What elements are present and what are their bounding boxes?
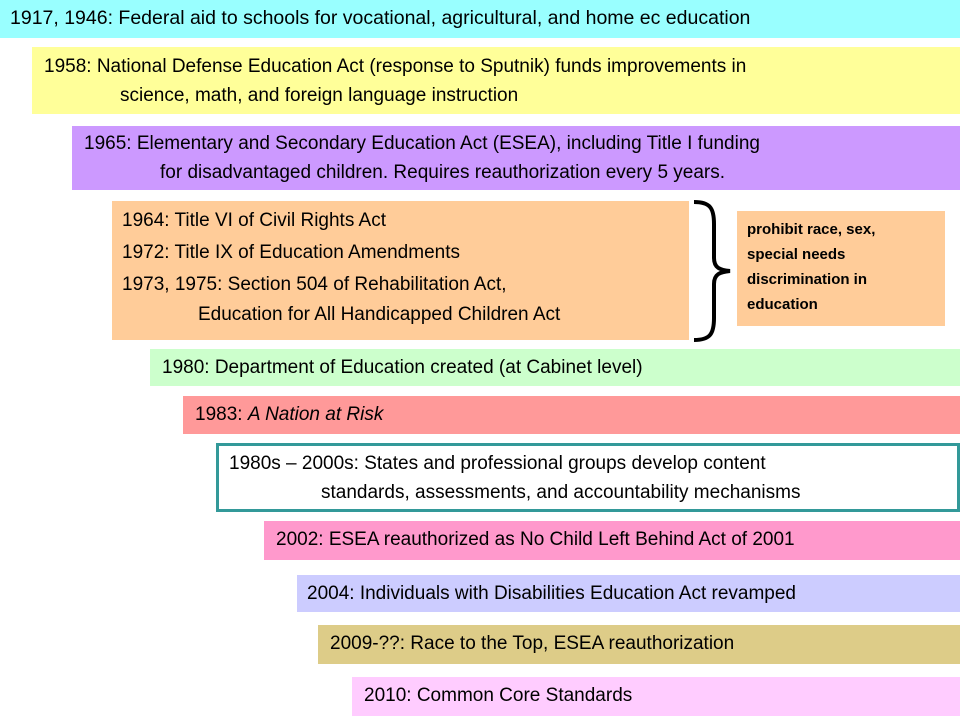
entry-text: 1980s – 2000s: States and professional groups develop content <box>229 453 766 474</box>
timeline-entry-1980 <box>150 349 960 386</box>
entry-text-1972: 1972: Title IX of Education Amendments <box>122 242 460 263</box>
timeline-entry-1980s-2000s <box>216 443 960 512</box>
timeline-entry-1958 <box>32 47 960 114</box>
entry-text: 2002: ESEA reauthorized as No Child Left Behind Act of 2001 <box>276 529 795 550</box>
timeline-entry-1965 <box>72 126 960 190</box>
entry-text: 1965: Elementary and Secondary Education Act (ESEA), including Title I funding <box>84 133 760 154</box>
entry-text: 1958: National Defense Education Act (response to Sputnik) funds improvements in <box>44 56 747 77</box>
entry-text: 2004: Individuals with Disabilities Education Act revamped <box>307 583 796 604</box>
entry-text: 1917, 1946: Federal aid to schools for vocational, agricultural, and home ec education <box>10 7 751 29</box>
entry-year: 1983: <box>195 404 248 425</box>
timeline-entry-1917 <box>0 0 960 38</box>
timeline-entry-2009 <box>318 625 960 664</box>
entry-text: 1980: Department of Education created (at Cabinet level) <box>162 357 643 378</box>
entry-text: 2010: Common Core Standards <box>364 685 633 706</box>
entry-text <box>195 400 960 429</box>
brace-note <box>737 211 945 326</box>
curly-brace-icon <box>688 198 736 344</box>
note-line: special needs <box>747 246 846 263</box>
entry-text-continued: for disadvantaged children. Requires reauthorization every 5 years. <box>160 162 726 183</box>
timeline-entry-2010 <box>352 677 960 716</box>
entry-text-continued: standards, assessments, and accountability mechanisms <box>321 482 801 503</box>
entry-text-continued: science, math, and foreign language instruction <box>120 85 519 106</box>
timeline-entry-1983 <box>183 396 960 434</box>
timeline-entry-2002 <box>264 521 960 560</box>
entry-text-1964: 1964: Title VI of Civil Rights Act <box>122 210 387 231</box>
entry-text: 2009-??: Race to the Top, ESEA reauthorization <box>330 633 735 654</box>
report-title: A Nation at Risk <box>247 404 384 425</box>
timeline-entry-2004 <box>297 575 960 612</box>
timeline-entry-civil-rights-laws <box>112 201 689 340</box>
note-line: prohibit race, sex, <box>747 221 876 238</box>
entry-text-1973: 1973, 1975: Section 504 of Rehabilitation Act, <box>122 274 507 295</box>
entry-text-1975: Education for All Handicapped Children Act <box>198 304 561 325</box>
note-line: education <box>747 296 818 313</box>
note-line: discrimination in <box>747 271 868 288</box>
